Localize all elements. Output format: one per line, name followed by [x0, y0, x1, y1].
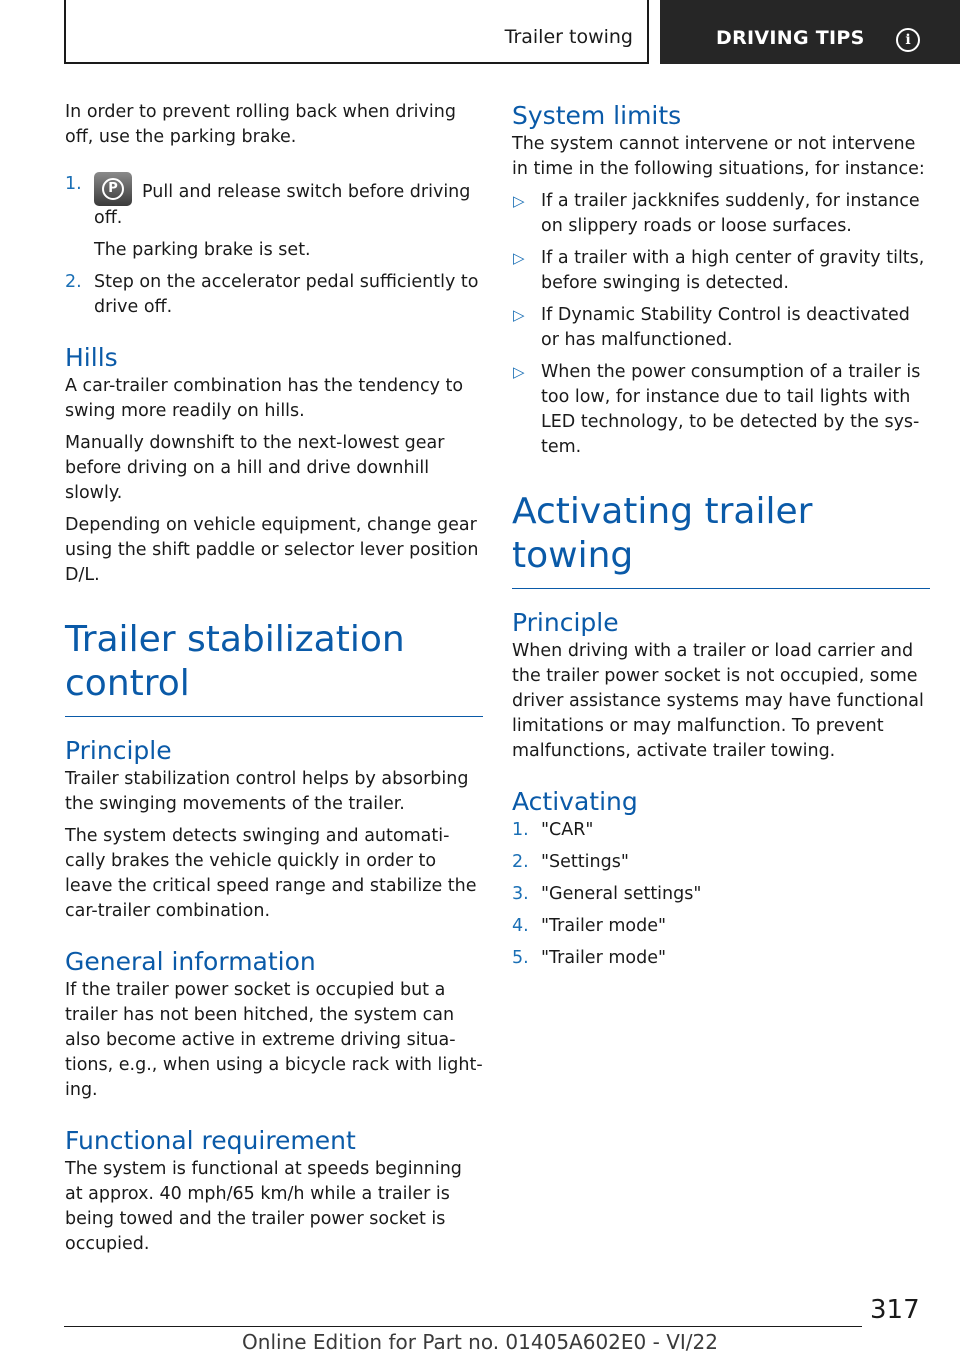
intro-paragraph: In order to prevent rolling back when driving off, use the parking brake. — [65, 102, 456, 147]
footer-divider — [64, 1326, 862, 1327]
header-section-title: Trailer towing — [504, 26, 633, 48]
activating-heading: Activating — [512, 787, 638, 816]
step-number: 1. — [65, 174, 82, 194]
info-icon: i — [896, 28, 920, 52]
step-number: 4. — [512, 916, 529, 936]
header-section-box — [64, 0, 649, 64]
list-item — [512, 850, 930, 875]
list-item — [512, 360, 930, 460]
hills-paragraph-1: A car-trailer combination has the tendency to swing more readily on hills. — [65, 376, 464, 421]
step-number: 1. — [512, 820, 529, 840]
triangle-bullet-icon: ▷ — [513, 249, 525, 267]
list-item — [512, 882, 930, 907]
tsc-principle-paragraph-2: The system detects swinging and automatically brakes the vehicle quickly in order to leave the critical speed range and stabilize the car-trailer combination. — [65, 826, 477, 921]
triangle-bullet-icon: ▷ — [513, 192, 525, 210]
step-text: "Settings" — [541, 852, 629, 872]
list-item — [65, 172, 483, 263]
hills-paragraph-2: Manually downshift to the next-lowest gear before driving on a hill and drive downhill slowly. — [65, 433, 445, 503]
functional-requirement-paragraph: The system is functional at speeds beginning at approx. 40 mph/65 km/h while a trailer is being towed and the trailer power socket is occupied. — [65, 1159, 462, 1254]
header-chapter-title: DRIVING TIPS — [716, 27, 865, 49]
list-item-text: If Dynamic Stability Control is deactivated or has malfunctioned. — [541, 305, 910, 350]
general-information-paragraph: If the trailer power socket is occupied but a trailer has not been hitched, the system can also become active in extreme driving situations, e.g., when using a bicycle rack with lighting. — [65, 980, 483, 1100]
step-text: "Trailer mode" — [541, 948, 667, 968]
right-column — [512, 100, 930, 971]
step-text: Pull and release switch before driving off. — [94, 182, 471, 228]
tsc-principle-paragraph-1: Trailer stabilization control helps by absorbing the swinging movements of the trailer. — [65, 769, 469, 814]
triangle-bullet-icon: ▷ — [513, 306, 525, 324]
activating-principle-heading: Principle — [512, 608, 619, 637]
hills-paragraph-3: Depending on vehicle equipment, change gear using the shift paddle or selector lever position D/L. — [65, 515, 479, 585]
general-information-heading: General information — [65, 947, 316, 976]
list-item-text: When the power consumption of a trailer is too low, for instance due to tail lights with LED technology, to be detected by the system. — [541, 362, 921, 457]
functional-requirement-heading: Functional requirement — [65, 1126, 356, 1155]
step-text: Step on the accelerator pedal sufficiently to drive off. — [94, 272, 479, 317]
activating-steps — [512, 818, 930, 971]
list-item — [512, 818, 930, 843]
activating-trailer-towing-heading: Activating trailer towing — [512, 490, 930, 589]
list-item — [65, 270, 483, 320]
footer-edition-text: Online Edition for Part no. 01405A602E0 - VI/22 — [242, 1330, 718, 1354]
step-number: 2. — [512, 852, 529, 872]
header-chapter-box — [660, 0, 960, 64]
tsc-heading: Trailer stabilization control — [65, 618, 483, 717]
left-column — [65, 100, 483, 1257]
parking-brake-switch-icon — [94, 172, 132, 206]
list-item — [512, 303, 930, 353]
system-limits-intro: The system cannot intervene or not intervene in time in the following situations, for instance: — [512, 134, 925, 179]
page-number: 317 — [870, 1295, 920, 1325]
step-number: 2. — [65, 272, 82, 292]
step-text: "General settings" — [541, 884, 702, 904]
tsc-principle-heading: Principle — [65, 736, 172, 765]
list-item-text: If a trailer with a high center of gravity tilts, before swinging is detected. — [541, 248, 925, 293]
parking-brake-glyph: P — [102, 178, 124, 200]
system-limits-list — [512, 189, 930, 460]
list-item-text: If a trailer jackknifes suddenly, for instance on slippery roads or loose surfaces. — [541, 191, 920, 236]
system-limits-heading: System limits — [512, 101, 682, 130]
list-item — [512, 914, 930, 939]
step-text: "Trailer mode" — [541, 916, 667, 936]
list-item — [512, 246, 930, 296]
list-item — [512, 946, 930, 971]
triangle-bullet-icon: ▷ — [513, 363, 525, 381]
step-text: "CAR" — [541, 820, 594, 840]
drive-off-steps — [65, 172, 483, 320]
step-number: 3. — [512, 884, 529, 904]
step-sub-text: The parking brake is set. — [94, 240, 311, 260]
activating-principle-paragraph: When driving with a trailer or load carrier and the trailer power socket is not occupied, some driver assistance systems may have functional limitations or may malfunction. To prevent malfunctions, activate trailer towing. — [512, 641, 924, 761]
list-item — [512, 189, 930, 239]
hills-heading: Hills — [65, 343, 118, 372]
step-number: 5. — [512, 948, 529, 968]
